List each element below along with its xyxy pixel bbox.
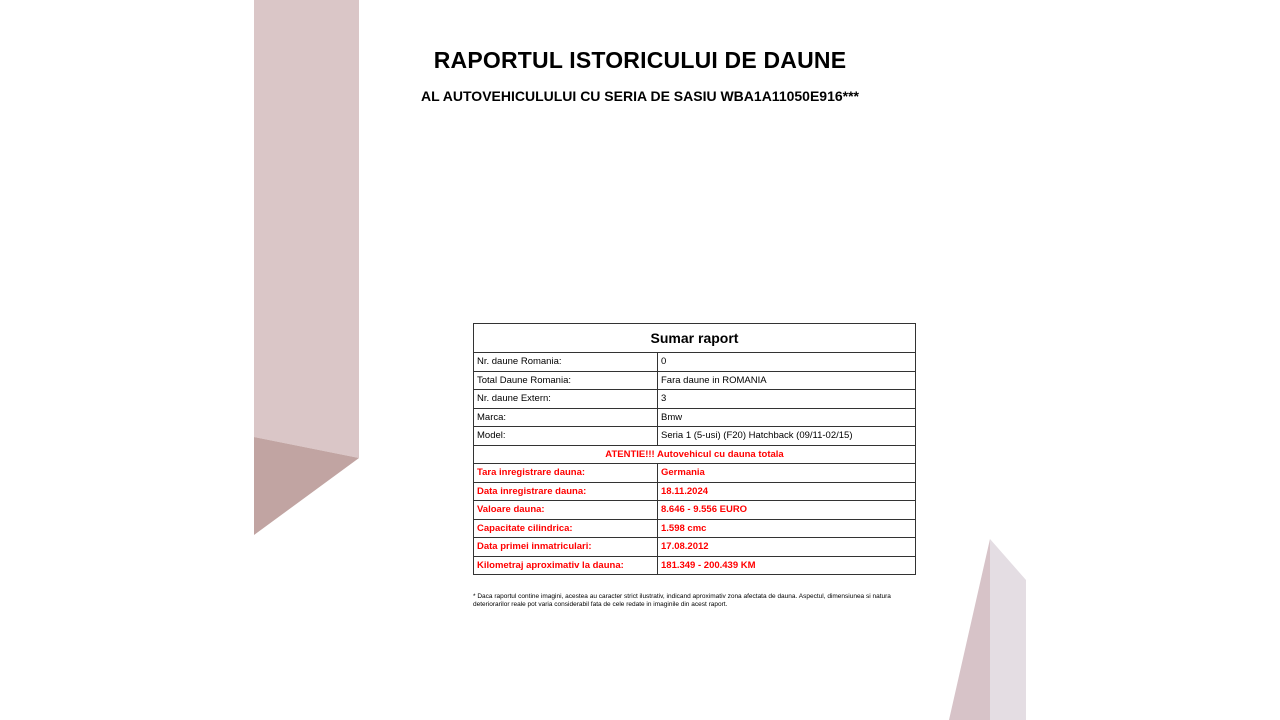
table-row: [474, 427, 916, 446]
damage-value: 181.349 - 200.439 KM: [658, 556, 916, 575]
damage-row: [474, 501, 916, 520]
warning-row: [474, 445, 916, 464]
damage-row: [474, 556, 916, 575]
table-row: [474, 371, 916, 390]
total-loss-warning: ATENTIE!!! Autovehicul cu dauna totala: [474, 445, 916, 464]
report-subtitle: AL AUTOVEHICULULUI CU SERIA DE SASIU WBA1A11050E916***: [421, 88, 859, 104]
damage-row: [474, 519, 916, 538]
damage-row: [474, 538, 916, 557]
table-row: [474, 390, 916, 409]
damage-value: 8.646 - 9.556 EURO: [658, 501, 916, 520]
summary-header-row: [474, 324, 916, 353]
corner-ribbon-right: [990, 539, 1026, 720]
row-label: Model:: [474, 427, 658, 446]
damage-label: Kilometraj aproximativ la dauna:: [474, 556, 658, 575]
row-value: 0: [658, 353, 916, 372]
row-label: Nr. daune Romania:: [474, 353, 658, 372]
damage-value: Germania: [658, 464, 916, 483]
row-label: Nr. daune Extern:: [474, 390, 658, 409]
report-page: [254, 0, 1026, 720]
damage-row: [474, 464, 916, 483]
damage-label: Data primei inmatriculari:: [474, 538, 658, 557]
damage-value: 18.11.2024: [658, 482, 916, 501]
damage-label: Capacitate cilindrica:: [474, 519, 658, 538]
damage-value: 1.598 cmc: [658, 519, 916, 538]
report-title: RAPORTUL ISTORICULUI DE DAUNE: [433, 47, 847, 73]
damage-label: Valoare dauna:: [474, 501, 658, 520]
damage-label: Data inregistrare dauna:: [474, 482, 658, 501]
row-value: Fara daune in ROMANIA: [658, 371, 916, 390]
damage-label: Tara inregistrare dauna:: [474, 464, 658, 483]
row-value: Bmw: [658, 408, 916, 427]
table-row: [474, 408, 916, 427]
corner-ribbon-left: [949, 539, 990, 720]
row-value: Seria 1 (5-usi) (F20) Hatchback (09/11-02/15): [658, 427, 916, 446]
table-row: [474, 353, 916, 372]
damage-value: 17.08.2012: [658, 538, 916, 557]
damage-row: [474, 482, 916, 501]
row-label: Total Daune Romania:: [474, 371, 658, 390]
summary-table: [473, 323, 916, 575]
footnote: * Daca raportul contine imagini, acestea au caracter strict ilustrativ, indicand aproximativ zona afectata de dauna. Aspectul, dimensiunea si natura deteriorarilor reale pot varia considerabil fata de cele redate in imaginile din acest raport.: [473, 593, 891, 608]
row-value: 3: [658, 390, 916, 409]
summary-heading: Sumar raport: [474, 324, 916, 353]
row-label: Marca:: [474, 408, 658, 427]
